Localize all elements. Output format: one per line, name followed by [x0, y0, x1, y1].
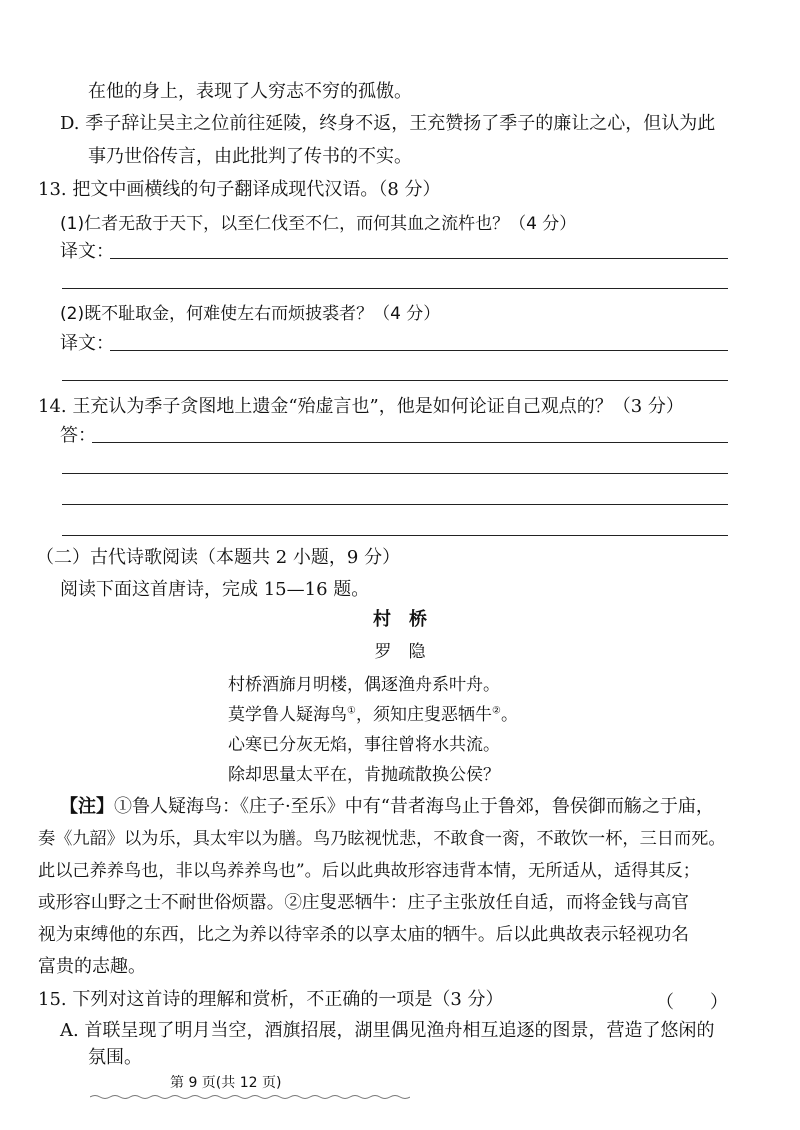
answer-line[interactable] — [62, 288, 728, 289]
question-15: 15. 下列对这首诗的理解和赏析，不正确的一项是（3 分） — [38, 989, 504, 1010]
poem-line-1: 村桥酒旆月明楼，偶逐渔舟系叶舟。 — [228, 675, 500, 695]
question-13-part-2: (2)既不耻取金，何难使左右而烦披裘者？（4 分） — [60, 304, 441, 324]
footnote-marker-2: ② — [491, 705, 501, 717]
poem-author: 罗 隐 — [374, 642, 426, 662]
question-13: 13. 把文中画横线的句子翻译成现代汉语。（8 分） — [38, 179, 441, 200]
answer-label-14: 答： — [60, 425, 96, 446]
footnote-marker-1: ① — [347, 705, 356, 717]
option-c-continued: 在他的身上，表现了人穷志不穷的孤傲。 — [88, 81, 412, 102]
answer-bracket[interactable]: （ ） — [656, 992, 728, 1013]
answer-line[interactable] — [62, 504, 728, 505]
note-1: 【注】①鲁人疑海鸟：《庄子·至乐》中有“昔者海鸟止于鲁郊，鲁侯御而觞之于庙， — [60, 796, 714, 817]
note-5: 视为束缚他的东西，比之为养以待宰杀的以享太庙的牺牛。后以此典故表示轻视功名 — [38, 925, 689, 945]
footer-wavy-line — [90, 1094, 410, 1100]
option-d-continued: 事乃世俗传言，由此批判了传书的不实。 — [88, 146, 412, 167]
option-a: A. 首联呈现了明月当空，酒旗招展，湖里偶见渔舟相互追逐的图景，营造了悠闲的 — [60, 1020, 715, 1041]
answer-label-13-2: 译文： — [60, 333, 114, 354]
answer-label-13-1: 译文： — [60, 241, 114, 262]
section-heading: （二）古代诗歌阅读（本题共 2 小题，9 分） — [36, 547, 401, 568]
poem-line-4: 除却思量太平在，肯抛疏散换公侯？ — [228, 765, 500, 785]
question-13-part-1: (1)仁者无敌于天下，以至仁伐至不仁，而何其血之流杵也？（4 分） — [60, 214, 577, 234]
answer-line[interactable] — [110, 258, 728, 259]
answer-line[interactable] — [62, 380, 728, 381]
answer-line[interactable] — [110, 350, 728, 351]
note-2: 奏《九韶》以为乐，具太牢以为膳。鸟乃眩视忧悲，不敢食一脔，不敢饮一杯，三日而死。 — [38, 829, 726, 849]
option-d: D. 季子辞让吴主之位前往延陵，终身不返，王充赞扬了季子的廉让之心，但认为此 — [60, 113, 716, 134]
poem-line-2: 莫学鲁人疑海鸟①，须知庄叟恶牺牛②。 — [228, 705, 518, 725]
question-14: 14. 王充认为季子贪图地上遗金“殆虚言也”，他是如何论证自己观点的？（3 分） — [38, 396, 684, 417]
note-3: 此以己养养鸟也，非以鸟养养鸟也”。后以此典故形容违背本情，无所适从，适得其反； — [38, 861, 700, 881]
answer-line[interactable] — [62, 473, 728, 474]
note-6: 富贵的志趣。 — [38, 956, 146, 977]
poem-line-3: 心寒已分灰无焰，事往曾将水共流。 — [228, 735, 500, 755]
option-a-continued: 氛围。 — [88, 1047, 142, 1068]
poem-title: 村 桥 — [373, 609, 427, 630]
answer-line[interactable] — [92, 442, 728, 443]
note-4: 或形容山野之士不耐世俗烦嚣。②庄叟恶牺牛：庄子主张放任自适，而将金钱与高官 — [38, 893, 689, 913]
reading-instruction: 阅读下面这首唐诗，完成 15—16 题。 — [60, 579, 370, 600]
page-footer: 第 9 页(共 12 页) — [170, 1075, 282, 1091]
answer-line[interactable] — [62, 535, 728, 536]
note-label: 【注】 — [60, 796, 114, 817]
